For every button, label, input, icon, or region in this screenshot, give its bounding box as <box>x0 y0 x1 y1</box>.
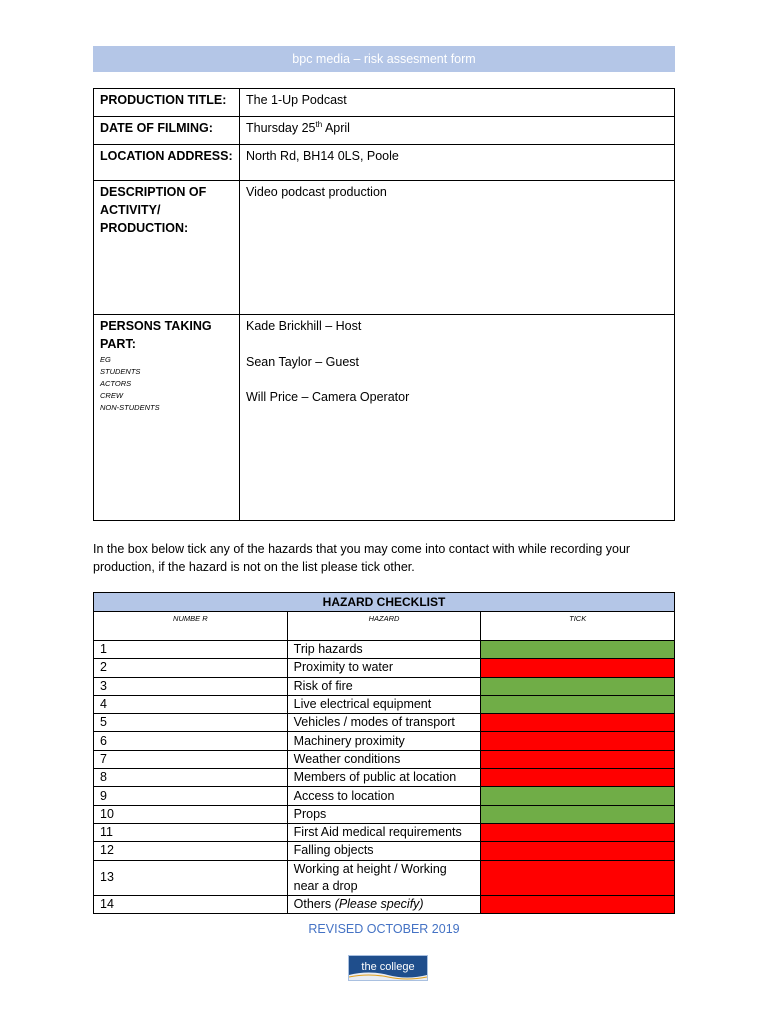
hazard-rows <box>94 641 675 914</box>
hazard-number: 4 <box>94 695 288 713</box>
form-title: bpc media – risk assesment form <box>292 52 476 66</box>
hazard-label: First Aid medical requirements <box>293 825 462 840</box>
hazard-checklist-table <box>93 592 675 914</box>
hazard-label: Vehicles / modes of transport <box>293 715 455 730</box>
hazard-number: 12 <box>94 842 288 860</box>
production-title-label: PRODUCTION TITLE: <box>94 89 240 117</box>
production-details-table <box>93 88 675 521</box>
persons-value <box>240 315 675 521</box>
person-entry: Will Price – Camera Operator <box>246 390 410 404</box>
hazard-label: Others <box>293 896 335 911</box>
hazard-row <box>94 695 675 713</box>
tick-box[interactable] <box>481 677 675 695</box>
date-ordinal: th <box>315 119 323 129</box>
hazard-row <box>94 659 675 677</box>
hazard-name <box>287 695 481 713</box>
hazard-row <box>94 714 675 732</box>
persons-example-item: EG <box>100 355 111 364</box>
hazard-row <box>94 750 675 768</box>
column-header-hazard: HAZARD <box>287 612 481 641</box>
hazard-label: Props <box>293 806 327 821</box>
hazard-number: 9 <box>94 787 288 805</box>
tick-box[interactable] <box>481 860 675 895</box>
hazard-number: 6 <box>94 732 288 750</box>
tick-box[interactable] <box>481 695 675 713</box>
hazard-number: 7 <box>94 750 288 768</box>
person-entry: Kade Brickhill – Host <box>246 319 362 333</box>
hazard-name <box>287 677 481 695</box>
hazard-name <box>287 769 481 787</box>
hazard-number: 11 <box>94 823 288 841</box>
logo-text: the college <box>361 961 415 973</box>
hazard-label: Machinery proximity <box>293 733 405 748</box>
hazard-number: 13 <box>94 860 288 895</box>
hazard-checklist-title-row <box>94 593 675 612</box>
hazard-header-row <box>94 612 675 641</box>
tick-box[interactable] <box>481 823 675 841</box>
production-title-row <box>94 89 675 117</box>
hazard-row <box>94 641 675 659</box>
hazard-row <box>94 787 675 805</box>
hazard-row <box>94 769 675 787</box>
production-title-value: The 1-Up Podcast <box>240 89 675 117</box>
hazard-name <box>287 750 481 768</box>
persons-example-item: ACTORS <box>100 379 132 388</box>
tick-box[interactable] <box>481 842 675 860</box>
hazard-number: 3 <box>94 677 288 695</box>
hazard-name <box>287 895 481 913</box>
tick-box[interactable] <box>481 895 675 913</box>
persons-examples <box>100 354 233 414</box>
location-value: North Rd, BH14 0LS, Poole <box>240 145 675 181</box>
college-logo-mark <box>349 956 427 980</box>
hazard-instructions: In the box below tick any of the hazards that you may come into contact with while recording your production, if the hazard is not on the list please tick other. <box>93 542 631 574</box>
hazard-row <box>94 842 675 860</box>
hazard-label: Working at height / Working near a drop <box>293 861 447 893</box>
hazard-note: (Please specify) <box>334 896 424 911</box>
hazard-number: 5 <box>94 714 288 732</box>
hazard-name <box>287 842 481 860</box>
person-entry: Sean Taylor – Guest <box>246 355 360 369</box>
hazard-name <box>287 659 481 677</box>
tick-box[interactable] <box>481 659 675 677</box>
college-logo <box>348 955 428 981</box>
tick-box[interactable] <box>481 805 675 823</box>
persons-row <box>94 315 675 521</box>
location-label: LOCATION ADDRESS: <box>94 145 240 181</box>
hazard-name <box>287 805 481 823</box>
tick-box[interactable] <box>481 641 675 659</box>
hazard-name <box>287 641 481 659</box>
date-value <box>240 117 675 145</box>
tick-box[interactable] <box>481 714 675 732</box>
tick-box[interactable] <box>481 750 675 768</box>
description-row <box>94 181 675 315</box>
hazard-number: 8 <box>94 769 288 787</box>
date-day: Thursday 25 <box>246 121 316 135</box>
hazard-number: 2 <box>94 659 288 677</box>
hazard-name <box>287 860 481 895</box>
date-month: April <box>322 121 350 135</box>
tick-box[interactable] <box>481 769 675 787</box>
revision-note: REVISED OCTOBER 2019 <box>308 922 460 936</box>
hazard-name <box>287 787 481 805</box>
hazard-name <box>287 714 481 732</box>
persons-example-item: CREW <box>100 391 123 400</box>
hazard-row <box>94 895 675 913</box>
date-row <box>94 117 675 145</box>
location-row <box>94 145 675 181</box>
persons-example-item: STUDENTS <box>100 367 141 376</box>
hazard-number: 10 <box>94 805 288 823</box>
hazard-name <box>287 823 481 841</box>
tick-box[interactable] <box>481 787 675 805</box>
column-header-tick: TICK <box>481 612 675 641</box>
hazard-label: Falling objects <box>293 843 374 858</box>
hazard-name <box>287 732 481 750</box>
form-title-banner <box>93 46 675 72</box>
column-header-number: NUMBE R <box>94 612 288 641</box>
hazard-checklist-title: HAZARD CHECKLIST <box>94 593 675 612</box>
hazard-row <box>94 860 675 895</box>
hazard-number: 1 <box>94 641 288 659</box>
hazard-number: 14 <box>94 895 288 913</box>
description-label: DESCRIPTION OF ACTIVITY/ PRODUCTION: <box>94 181 240 315</box>
hazard-label: Trip hazards <box>293 642 363 657</box>
date-label: DATE OF FILMING: <box>94 117 240 145</box>
hazard-row <box>94 823 675 841</box>
hazard-row <box>94 732 675 750</box>
description-value: Video podcast production <box>240 181 675 315</box>
hazard-label: Members of public at location <box>293 770 457 785</box>
hazard-label: Risk of fire <box>293 678 353 693</box>
hazard-row <box>94 805 675 823</box>
persons-example-item: NON-STUDENTS <box>100 403 160 412</box>
hazard-label: Weather conditions <box>293 751 401 766</box>
tick-box[interactable] <box>481 732 675 750</box>
hazard-row <box>94 677 675 695</box>
persons-label: PERSONS TAKING PART: <box>100 319 212 351</box>
persons-cell <box>94 315 240 521</box>
hazard-label: Access to location <box>293 788 395 803</box>
hazard-label: Live electrical equipment <box>293 697 432 712</box>
hazard-label: Proximity to water <box>293 660 393 675</box>
